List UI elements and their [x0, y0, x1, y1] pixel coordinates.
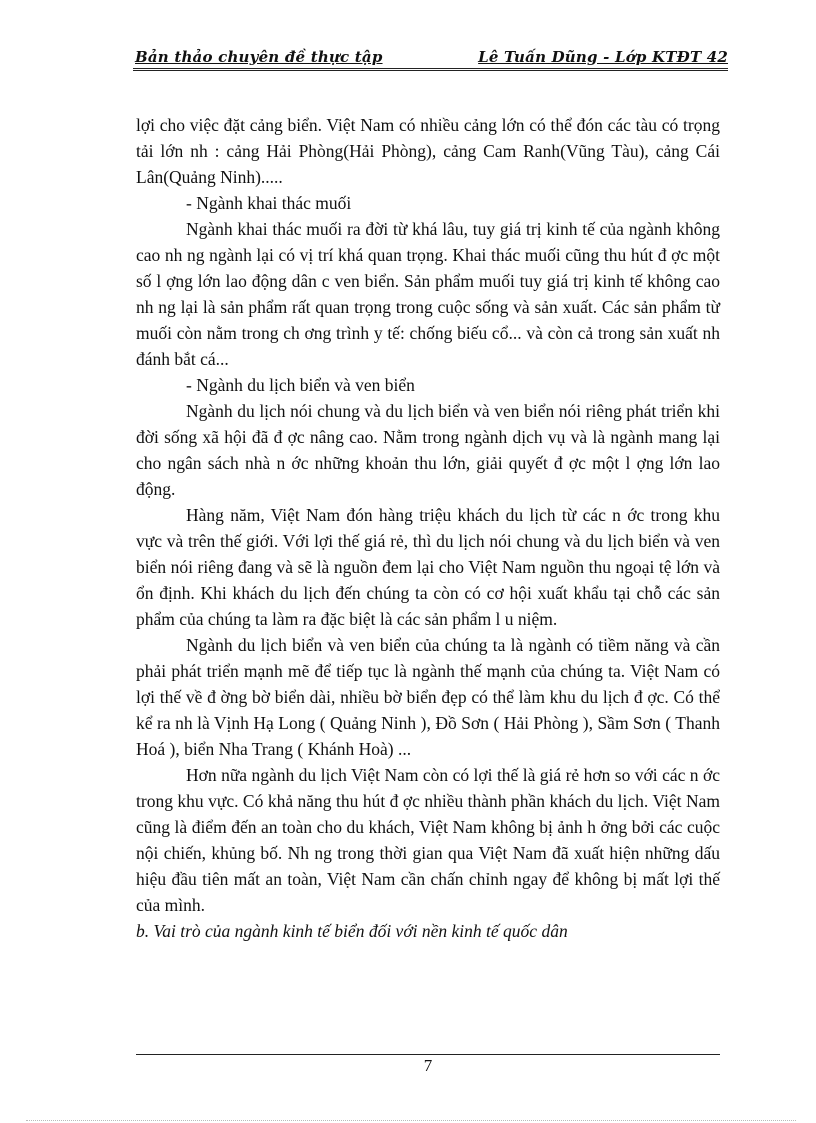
paragraph-tourism-potential: Ngành du lịch biển và ven biển của chúng ta là ngành có tiềm năng và cần phải phát triển mạnh mẽ để tiếp tục là ngành thế mạnh của chúng ta. Việt Nam có lợi thế về đ ờng bờ biển dài, nhiều bờ biển đẹp có thể làm khu du lịch đ ợc. Có thể kể ra nh là Vịnh Hạ Long ( Quảng Ninh ), Đồ Sơn ( Hải Phòng ), Sầm Sơn ( Thanh Hoá ), biển Nha Trang ( Khánh Hoà) ... [136, 635, 720, 759]
page-number: 7 [423, 1056, 433, 1075]
paragraph-tourism-advantage: Hơn nữa ngành du lịch Việt Nam còn có lợi thế là giá rẻ hơn so với các n ớc trong khu vực. Có khả năng thu hút đ ợc nhiều thành phần khách du lịch. Việt Nam cũng là điểm đến an toàn cho du khách, Việt Nam không bị ảnh h ởng bởi các cuộc nội chiến, khủng bố. Nh ng trong thời gian qua Việt Nam đã xuất hiện những dấu hiệu đầu tiên mất an toàn, Việt Nam cần chấn chỉnh ngay để không bị mất lợi thế của mình. [136, 765, 720, 915]
page-bottom-border [26, 1120, 796, 1121]
document-body [136, 112, 720, 944]
section-heading: b. Vai trò của ngành kinh tế biển đối với nền kinh tế quốc dân [136, 921, 568, 941]
paragraph-salt-industry: Ngành khai thác muối ra đời từ khá lâu, tuy giá trị kinh tế của ngành không cao nh ng ngành lại có vị trí khá quan trọng. Khai thác muối cũng thu hút đ ợc một số l ợng lớn lao động dân c ven biển. Sản phẩm muối tuy giá trị kinh tế không cao nh ng lại là sản phẩm rất quan trọng trong cuộc sống và sản xuất. Các sản phẩm từ muối còn nằm trong ch ơng trình y tế: chống biếu cổ... và còn cả trong sản xuất nh đánh bắt cá... [136, 219, 720, 369]
subheading-salt-industry: - Ngành khai thác muối [186, 193, 352, 213]
footer-divider [136, 1054, 720, 1055]
paragraph-tourism-intro: Ngành du lịch nói chung và du lịch biển và ven biển nói riêng phát triển khi đời sống xã hội đã đ ợc nâng cao. Nằm trong ngành dịch vụ và là ngành mang lại cho ngân sách nhà n ớc những khoản thu lớn, giải quyết đ ợc một l ợng lớn lao động. [136, 401, 720, 499]
paragraph-continued: lợi cho việc đặt cảng biển. Việt Nam có nhiều cảng lớn có thể đón các tàu có trọng tải lớn nh : cảng Hải Phòng(Hải Phòng), cảng Cam Ranh(Vũng Tàu), cảng Cái Lân(Quảng Ninh)..... [136, 115, 720, 187]
page-header [133, 46, 728, 71]
header-author-class: Lê Tuấn Dũng - Lớp KTĐT 42 [478, 48, 728, 66]
header-document-title: Bản thảo chuyên đề thực tập [135, 48, 383, 66]
subheading-tourism: - Ngành du lịch biển và ven biển [186, 375, 415, 395]
paragraph-tourism-visitors: Hàng năm, Việt Nam đón hàng triệu khách du lịch từ các n ớc trong khu vực và trên thế giới. Với lợi thế giá rẻ, thì du lịch nói chung và du lịch biển và ven biển nói riêng đang và sẽ là nguồn đem lại cho Việt Nam nguồn thu ngoại tệ lớn và ổn định. Khi khách du lịch đến chúng ta còn có cơ hội xuất khẩu tại chỗ các sản phẩm của chúng ta làm ra đặc biệt là các sản phẩm l u niệm. [136, 505, 720, 629]
